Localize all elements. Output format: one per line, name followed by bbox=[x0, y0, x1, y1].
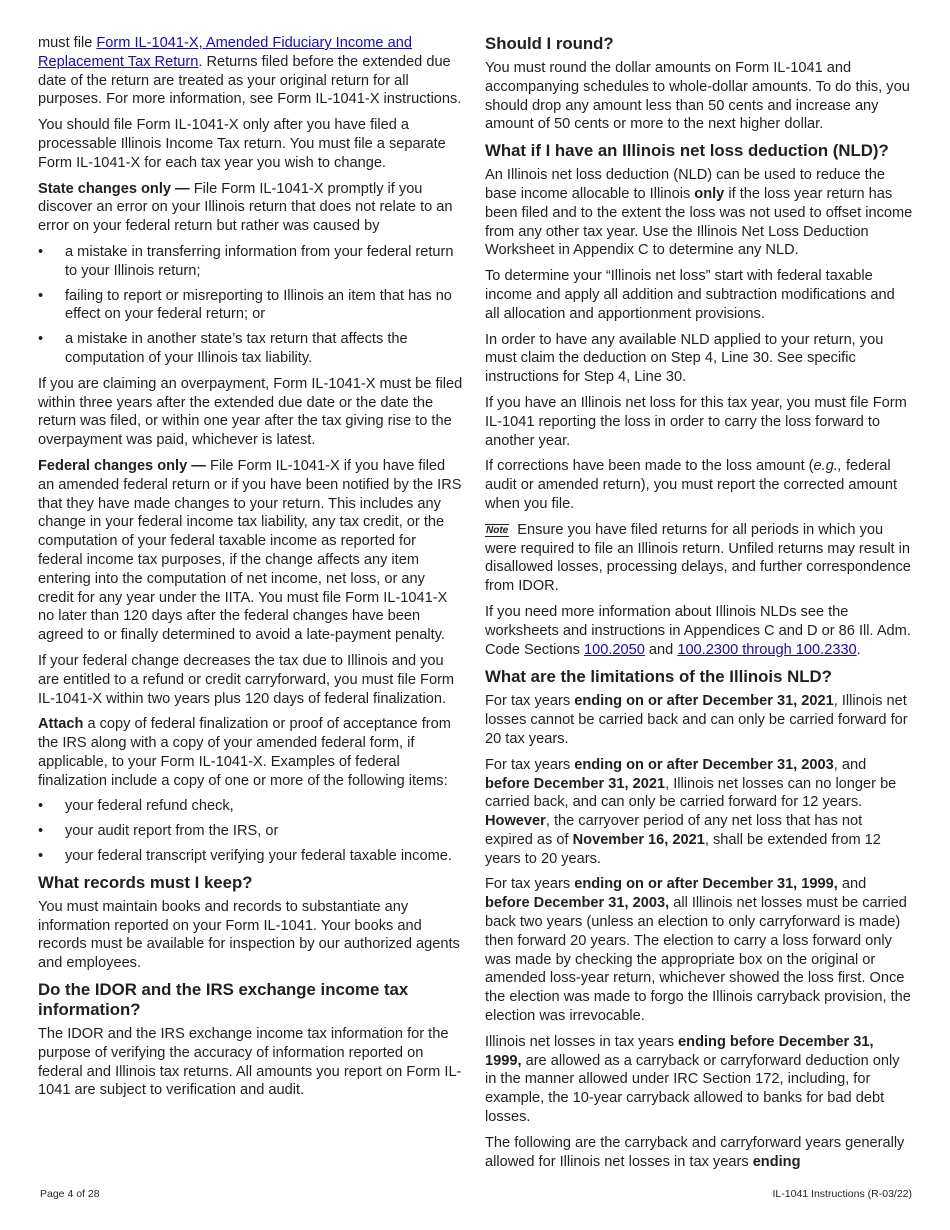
paragraph-note: Note Ensure you have filed returns for all periods in which you were required to file an Illinois return. Unfiled returns may result in disallowed losses, processing delays, and further correspondence from IDOR. bbox=[485, 521, 911, 595]
list-item: • failing to report or misreporting to Illinois an item that has no effect on your federal return; or bbox=[38, 287, 452, 323]
bullet: • bbox=[38, 287, 44, 304]
form-il-1041-x-link[interactable]: Form IL-1041-X, Amended Fiduciary Income and Replacement Tax Return bbox=[38, 35, 412, 70]
paragraph-attach: Attach a copy of federal finalization or proof of acceptance from the IRS along with a copy of your amended federal form, if applicable, to your Form IL-1041-X. Examples of federal finalization include a copy of one or more of the following items: bbox=[38, 716, 451, 789]
left-column bbox=[38, 34, 463, 1107]
form-revision: IL-1041 Instructions (R-03/22) bbox=[772, 1188, 912, 1200]
paragraph-overpayment: If you are claiming an overpayment, Form IL-1041-X must be filed within three years after the extended due date or the date the return was filed, or within one year after the tax giving rise to the overpayment was paid, whichever is latest. bbox=[38, 375, 463, 449]
bullet: • bbox=[38, 331, 44, 348]
heading-limitations: What are the limitations of the Illinois NLD? bbox=[485, 667, 832, 687]
bullet: • bbox=[38, 798, 44, 815]
paragraph-nld-3: In order to have any available NLD applied to your return, you must claim the deduction on Step 4, Line 30. See specific instructions for Step 4, Line 30. bbox=[485, 331, 884, 386]
heading-round: Should I round? bbox=[485, 34, 614, 53]
list-item: • your federal transcript verifying your federal taxable income. bbox=[38, 848, 452, 865]
right-column bbox=[485, 34, 913, 1178]
section-100-2300-link[interactable]: 100.2300 through 100.2330 bbox=[677, 641, 857, 658]
paragraph-exchange: The IDOR and the IRS exchange income tax information for the purpose of verifying the accuracy of information reported on federal and Illinois tax returns. All amounts you report on Form IL-1041 are subject to verification and audit. bbox=[38, 1026, 462, 1099]
paragraph-federal-changes: Federal changes only — File Form IL-1041-X if you have filed an amended federal return or if you have been notified by the IRS that they have made changes to your return. This includes any change in your federal income tax liability, any tax credit, or the computation of your federal taxable income as reported for federal income tax purposes, if the change affects any item entering into the computation of net income, net loss, or any credit for any year under the IITA. You must file Form IL-1041-X no later than 120 days after the federal changes have been agreed to or finally determined to avoid a late-payment penalty. bbox=[38, 457, 462, 644]
paragraph-more-info: If you need more information about Illinois NLDs see the worksheets and instructions in Appendices C and D or 86 Ill. Adm. Code Sections 100.2050 and 100.2300 through 100.2330. bbox=[485, 603, 911, 658]
paragraph-limit-1999: For tax years ending on or after December 31, 1999, and before December 31, 2003, all Illinois net losses must be carried back two years (unless an election to only carryforward is made) then forward 20 years. The election to carry a loss forward only was made by checking the appropriate box on the original or amended loss-year return, whichever showed the loss first. Once the election was made to forgo the Illinois carryback provision, the election was irrevocable. bbox=[485, 876, 911, 1025]
list-item: • a mistake in another state’s tax return that affects the computation of your Illinois tax liability. bbox=[38, 331, 408, 366]
list-item: • a mistake in transferring information from your federal return to your Illinois return; bbox=[38, 243, 454, 279]
paragraph-nld-2: To determine your “Illinois net loss” start with federal taxable income and apply all addition and subtraction modifications and all allocation and apportionment provisions. bbox=[485, 268, 895, 322]
paragraph-nld-4: If you have an Illinois net loss for this tax year, you must file Form IL-1041 reporting the loss in order to carry the loss forward to another year. bbox=[485, 394, 907, 449]
list-item: • your federal refund check, bbox=[38, 798, 234, 815]
paragraph-round: You must round the dollar amounts on Form IL-1041 and accompanying schedules to whole-dollar amounts. To do this, you should drop any amount less than 50 cents and increase any amount of 50 cents or more to the next higher dollar. bbox=[485, 60, 910, 133]
paragraph-nld-1: An Illinois net loss deduction (NLD) can be used to reduce the base income allocable to Illinois only if the loss year return has been filed and to the extent the loss was not used to offset income from any other tax year. Use the Illinois Net Loss Deduction Worksheet in Appendix C to determine any NLD. bbox=[485, 167, 913, 259]
bullet: • bbox=[38, 848, 44, 865]
page-number: Page 4 of 28 bbox=[40, 1188, 100, 1200]
paragraph-processable-return: You should file Form IL-1041-X only after you have filed a processable Illinois Income Tax return. You must file a separate Form IL-1041-X for each tax year you wish to change. bbox=[38, 117, 446, 171]
attach-label: Attach bbox=[38, 716, 84, 733]
list-item: • your audit report from the IRS, or bbox=[38, 823, 279, 840]
state-changes-label: State changes only — bbox=[38, 180, 190, 197]
state-changes-list bbox=[38, 243, 463, 368]
heading-exchange: Do the IDOR and the IRS exchange income tax information? bbox=[38, 980, 409, 1020]
note-icon: Note bbox=[486, 524, 509, 536]
paragraph-state-changes: State changes only — File Form IL-1041-X promptly if you discover an error on your Illinois return that does not relate to an error on your federal return but rather was caused by bbox=[38, 180, 453, 235]
paragraph-nld-5: If corrections have been made to the loss amount (e.g., federal audit or amended return), you must report the corrected amount when you file. bbox=[485, 458, 898, 512]
bullet: • bbox=[38, 823, 44, 840]
paragraph-limit-before-1999: Illinois net losses in tax years ending before December 31, 1999, are allowed as a carryback or carryforward deduction only in the manner allowed under IRC Section 172, including, for example, the 10-year carryback allowed to banks for bad debt losses. bbox=[485, 1033, 900, 1126]
bullet: • bbox=[38, 243, 44, 260]
paragraph-carryback-years: The following are the carryback and carryforward years generally allowed for Illinois net losses in tax years ending bbox=[485, 1134, 905, 1170]
paragraph-limit-2021: For tax years ending on or after December 31, 2021, Illinois net losses cannot be carried back and can only be carried forward for 20 tax years. bbox=[485, 693, 908, 747]
finalization-list bbox=[38, 797, 463, 865]
section-100-2050-link[interactable]: 100.2050 bbox=[583, 641, 645, 658]
paragraph-amended-return: must file Form IL-1041-X, Amended Fiduciary Income and Replacement Tax Return. Returns filed before the extended due date of the return are treated as your original return for all purposes. For more information, see Form IL-1041-X instructions. bbox=[38, 35, 462, 108]
paragraph-records: You must maintain books and records to substantiate any information reported on your Form IL-1041. Your books and records must be available for inspection by our authorized agents and employees. bbox=[38, 898, 460, 972]
heading-records: What records must I keep? bbox=[38, 872, 253, 892]
paragraph-decrease: If your federal change decreases the tax due to Illinois and you are entitled to a refund or credit carryforward, you must file Form IL-1041-X within two years plus 120 days of federal finalization. bbox=[38, 652, 455, 707]
federal-changes-label: Federal changes only — bbox=[38, 457, 206, 474]
heading-nld: What if I have an Illinois net loss deduction (NLD)? bbox=[485, 141, 889, 161]
paragraph-limit-2003: For tax years ending on or after December 31, 2003, and before December 31, 2021, Illinois net losses can no longer be carried back, and can only be carried forward for 12 years. However, the carryover period of any net loss that has not expired as of November 16, 2021, shall be extended from 12 years to 20 years. bbox=[485, 756, 897, 867]
